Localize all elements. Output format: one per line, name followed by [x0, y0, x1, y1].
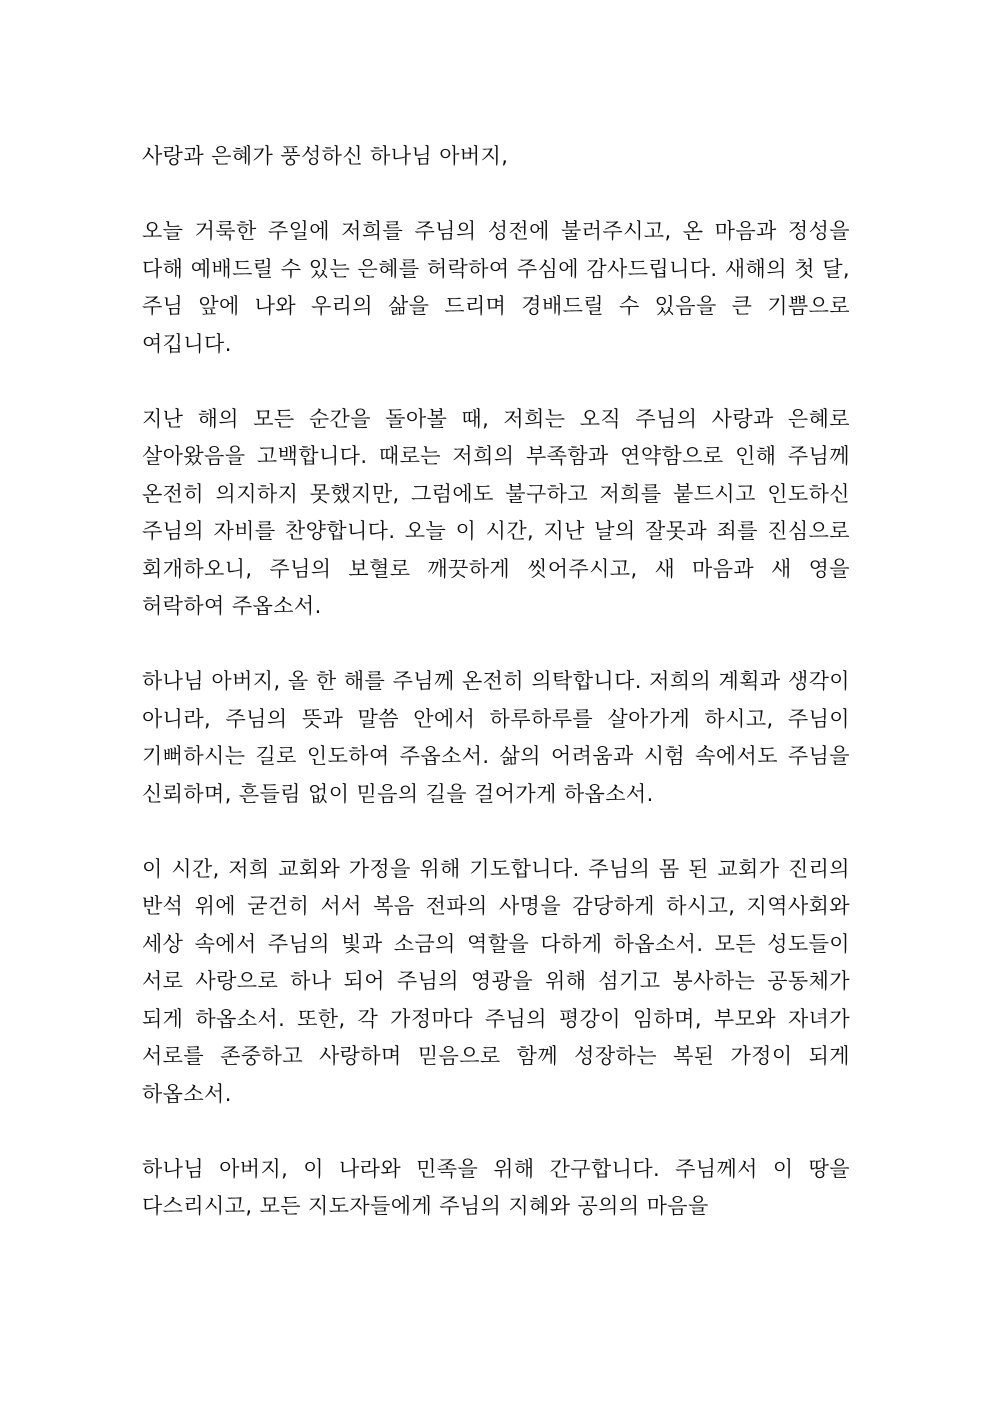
paragraph-entrustment: 하나님 아버지, 올 한 해를 주님께 온전히 의탁합니다. 저희의 계획과 생각이 아니라, 주님의 뜻과 말씀 안에서 하루하루를 살아가게 하시고, 주님이 기뻐하시는 길로 인도하여 주옵소서. 삶의 어려움과 시험 속에서도 주님을 신뢰하며, 흔들림 없이 믿음의 길을 걸어가게 하옵소서.: [142, 669, 850, 806]
paragraph-confession: 지난 해의 모든 순간을 돌아볼 때, 저희는 오직 주님의 사랑과 은혜로 살아왔음을 고백합니다. 때로는 저희의 부족함과 연약함으로 인해 주님께 온전히 의지하지 못했지만, 그럼에도 불구하고 저희를 붙드시고 인도하신 주님의 자비를 찬양합니다. 오늘 이 시간, 지난 날의 잘못과 죄를 진심으로 회개하오니, 주님의 보혈로 깨끗하게 씻어주시고, 새 마음과 새 영을 허락하여 주옵소서.: [142, 406, 850, 618]
prayer-text: [142, 138, 850, 1263]
paragraph-thanksgiving: 오늘 거룩한 주일에 저희를 주님의 성전에 불러주시고, 온 마음과 정성을 다해 예배드릴 수 있는 은혜를 허락하여 주심에 감사드립니다. 새해의 첫 달, 주님 앞에 나와 우리의 삶을 드리며 경배드릴 수 있음을 큰 기쁨으로 여깁니다.: [142, 219, 850, 356]
paragraph-greeting: 사랑과 은혜가 풍성하신 하나님 아버지,: [142, 144, 509, 168]
paragraph-church-family: 이 시간, 저희 교회와 가정을 위해 기도합니다. 주님의 몸 된 교회가 진리의 반석 위에 굳건히 서서 복음 전파의 사명을 감당하게 하시고, 지역사회와 세상 속에서 주님의 빛과 소금의 역할을 다하게 하옵소서. 모든 성도들이 서로 사랑으로 하나 되어 주님의 영광을 위해 섬기고 봉사하는 공동체가 되게 하옵소서. 또한, 각 가정마다 주님의 평강이 임하며, 부모와 자녀가 서로를 존중하고 사랑하며 믿음으로 함께 성장하는 복된 가정이 되게 하옵소서.: [142, 856, 850, 1106]
paragraph-nation: 하나님 아버지, 이 나라와 민족을 위해 간구합니다. 주님께서 이 땅을 다스리시고, 모든 지도자들에게 주님의 지혜와 공의의 마음을: [142, 1156, 850, 1218]
